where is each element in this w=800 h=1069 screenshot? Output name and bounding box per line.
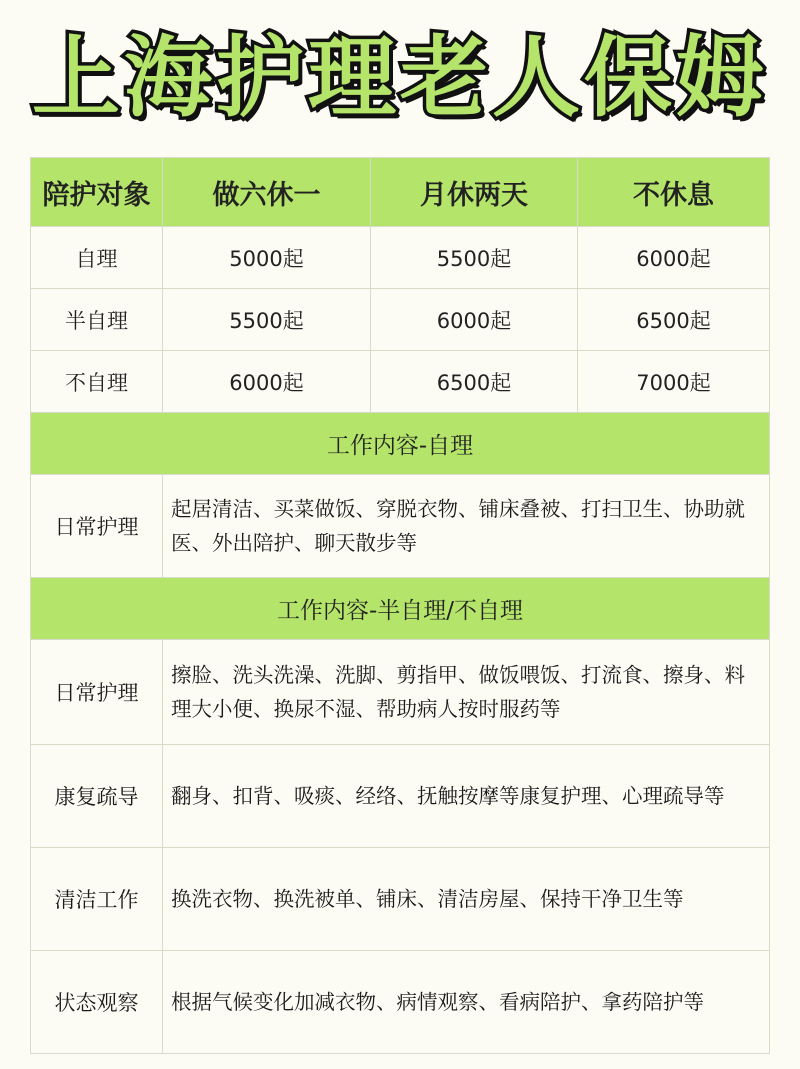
- content-text: 翻身、扣背、吸痰、经络、抚触按摩等康复护理、心理疏导等: [171, 784, 725, 808]
- pricing-row-semi: [31, 289, 769, 351]
- content-label: 状态观察: [31, 951, 163, 1053]
- content-text: 根据气候变化加减衣物、病情观察、看病陪护、拿药陪护等: [171, 990, 704, 1014]
- price-two-days: 6500起: [371, 351, 578, 412]
- pricing-target: 半自理: [31, 289, 163, 350]
- content-label: 清洁工作: [31, 848, 163, 950]
- content-label: 日常护理: [31, 475, 163, 577]
- header-target: 陪护对象: [31, 158, 163, 226]
- header-two-days: 月休两天: [371, 158, 578, 226]
- price-no-rest: 7000起: [636, 370, 711, 395]
- price-six-one: 6000起: [163, 351, 371, 412]
- page-title: 上海护理老人保姆: [31, 26, 768, 129]
- content-row: [31, 475, 769, 578]
- price-two-days: 5500起: [371, 227, 578, 288]
- price-no-rest: 6500起: [636, 308, 711, 333]
- pricing-row-self: [31, 227, 769, 289]
- content-text: 起居清洁、买菜做饭、穿脱衣物、铺床叠被、打扫卫生、协助就医、外出陪护、聊天散步等: [171, 497, 745, 555]
- section-header-semi: 工作内容-半自理/不自理: [31, 578, 769, 640]
- content-row: [31, 848, 769, 951]
- pricing-target: 不自理: [31, 351, 163, 412]
- content-label: 日常护理: [31, 640, 163, 744]
- header-no-rest: 不休息: [633, 179, 714, 211]
- content-row: [31, 640, 769, 745]
- price-no-rest: 6000起: [636, 246, 711, 271]
- service-table: [30, 157, 770, 1054]
- content-row: [31, 745, 769, 848]
- content-text: 擦脸、洗头洗澡、洗脚、剪指甲、做饭喂饭、打流食、擦身、料理大小便、换尿不湿、帮助病人按时服药等: [171, 663, 745, 721]
- content-text: 换洗衣物、换洗被单、铺床、清洁房屋、保持干净卫生等: [171, 887, 684, 911]
- price-six-one: 5000起: [163, 227, 371, 288]
- title-banner: [0, 18, 800, 138]
- content-row: [31, 951, 769, 1053]
- price-six-one: 5500起: [163, 289, 371, 350]
- pricing-row-dependent: [31, 351, 769, 413]
- price-two-days: 6000起: [371, 289, 578, 350]
- pricing-header-row: [31, 158, 769, 227]
- header-six-one: 做六休一: [163, 158, 371, 226]
- content-label: 康复疏导: [31, 745, 163, 847]
- pricing-target: 自理: [31, 227, 163, 288]
- section-header-self: 工作内容-自理: [31, 413, 769, 475]
